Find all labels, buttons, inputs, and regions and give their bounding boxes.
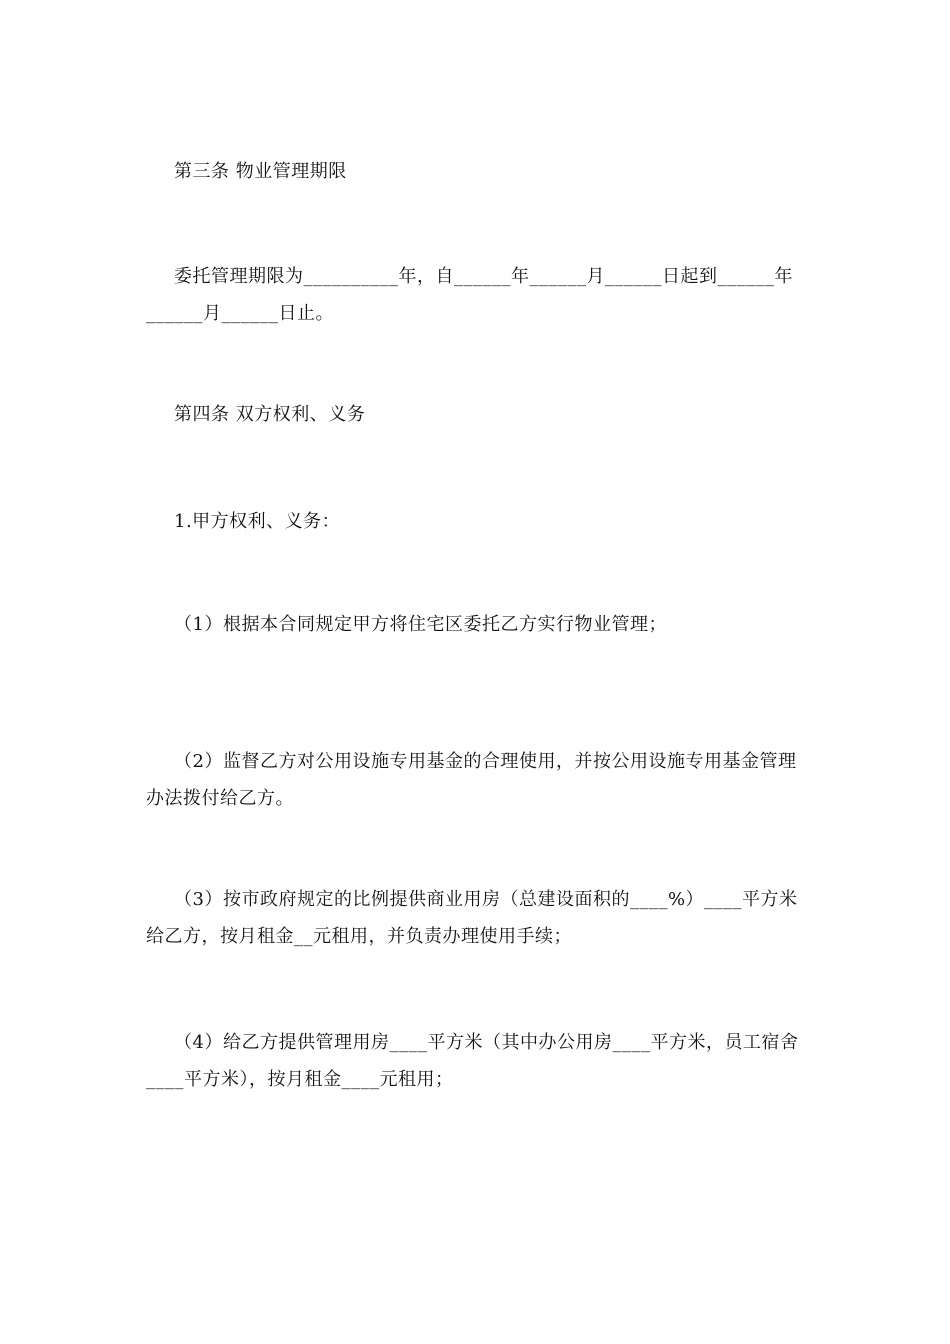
clause-item-4: （4）给乙方提供管理用房____平方米（其中办公用房____平方米，员工宿舍____平方米），按月租金____元租用； xyxy=(146,1032,799,1090)
party-a-heading: 1.甲方权利、义务： xyxy=(174,511,341,532)
clause-item-2: （2）监督乙方对公用设施专用基金的合理使用，并按公用设施专用基金管理办法拨付给乙方。 xyxy=(146,751,797,809)
clause-item-1: （1）根据本合同规定甲方将住宅区委托乙方实行物业管理； xyxy=(174,614,667,635)
clause-item-3: （3）按市政府规定的比例提供商业用房（总建设面积的____%）____平方米给乙方，按月租金__元租用，并负责办理使用手续； xyxy=(146,889,798,947)
article4-heading: 第四条 双方权利、义务 xyxy=(174,404,366,425)
article3-body: 委托管理期限为__________年，自______年______月______日起到______年______月______日止。 xyxy=(146,266,793,324)
article3-heading: 第三条 物业管理期限 xyxy=(174,161,347,182)
